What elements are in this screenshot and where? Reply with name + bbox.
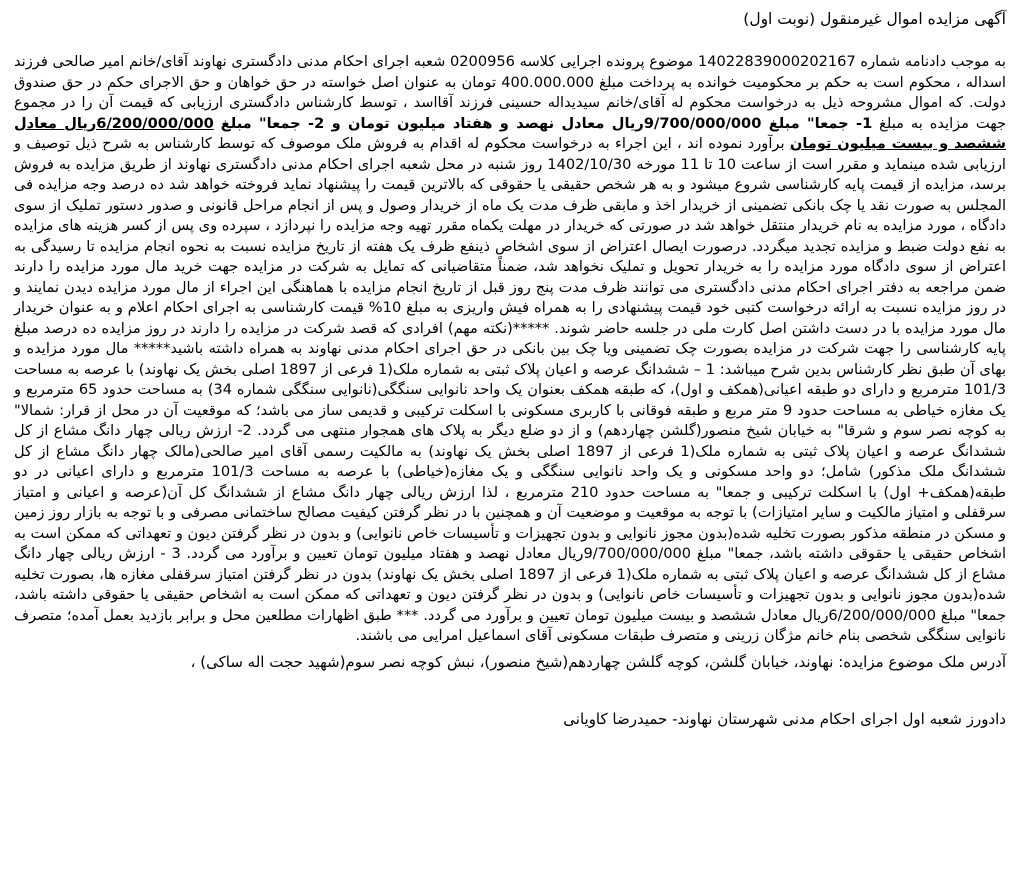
price-amounts-bold: 1- جمعا" مبلغ 9/700/000/000ریال معادل نهصد و هفتاد میلیون تومان و 2- جمعا" مبلغ	[220, 114, 873, 132]
notice-title: آگهی مزایده اموال غیرمنقول (نوبت اول)	[743, 10, 1006, 28]
notice-body-details: برآورد نموده اند ، این اجراء به درخواست محکوم له اقدام به فروش ملک موصوف که توسط کارشناس به شرح ذیل توصیف و ارزیابی شده مینماید و مقرر است از ساعت 10 تا 11 مورخه 1402/10/30 روز شنبه در محل شعبه اجرای احکام مدنی دادگستری نهاوند از طریق مزایده به فروش برسد، مزایده از قیمت پایه کارشناسی شروع میشود و به هر شخص حقیقی یا حقوقی که بالاترین قیمت را پیشنهاد نماید فروخته خواهد شد ده درصد وجه مزایده فی المجلس به صورت نقد یا چک بانکی تضمینی از خریدار اخذ و مابقی ظرف مدت یک ماه از خریدار وصول و پس از انجام مراحل قانونی و صدور دستور تملیک از سوی دادگاه ، مورد مزایده به نام خریدار منتقل خواهد شد در صورتی که خریدار در مهلت یکماه مقرر تهیه وجه مزایده را نپردازد ، سپرده وی پس از کسر هزینه های مزایده به نفع دولت ضبط و مزایده تجدید میگردد. درصورت ایصال اعتراض از سوی اشخاص ذینفع ظرف یک هفته از تاریخ مزایده نسبت به نحوه انجام مزایده تا رسیدگی به اعتراض از سوی دادگاه مورد مزایده را به خریدار تحویل و تملیک نخواهد شد، ضمناً متقاضیانی که تمایل به شرکت در مزایده جهت خرید مال مورد مزایده را دارند ضمن مراجعه به دفتر اجرای احکام مدنی دادگستری می توانند ظرف مدت پنج روز قبل از تاریخ انجام مزایده با هماهنگی این اجراء از مال مورد مزایده دیدن نمایند و در روز مزایده نسبت به ارائه درخواست کتبی خود قیمت پیشنهادی را به همراه فیش واریزی به مبلغ 10% قیمت کارشناسی به اجرای احکام اعلام و به عنوان خریدار مال مورد مزایده با در دست داشتن اصل کارت ملی در جلسه حاضر شوند. *****(نکته مهم) افرادی که قصد شرکت در مزایده را دارند در روز مزایده ده درصد مبلغ پایه کارشناسی را جهت شرکت در مزایده بصورت چک تضمینی ویا چک بین بانکی در حق اجرای احکام مدنی نهاوند به همراه داشته باشید***** مال مورد مزایده و بهای آن طبق نظر کارشناس بدین شرح میباشد: 1 – ششدانگ عرصه و اعیان پلاک ثبتی به شماره ملک(1 فرعی از 1897 اصلی بخش یک نهاوند) با عرصه به مساحت 101/3 مترمربع و دارای دو طبقه اعیانی(همکف و اول)، که طبقه همکف بعنوان یک واحد نانوایی سنگگی(نانوایی سنگگی شماره 34) به مساحت حدود 65 مترمربع و یک مغازه خیاطی به مساحت حدود 9 متر مربع و طبقه فوقانی با کاربری مسکونی با اسکلت ترکیبی و قدیمی ساز می باشد؛ که موقعیت آن در محل از قرار: شمالا" به کوچه نصر سوم و شرقا" به خیابان شیخ منصور(گلشن چهاردهم) و از دو ضلع دیگر به پلاک های همجوار منتهی می گردد. 2- ارزش ریالی چهار دانگ مشاع از کل ششدانگ عرصه و اعیان پلاک ثبتی به شماره ملک(1 فرعی از 1897 اصلی بخش یک نهاوند) به مالکیت رسمی آقای امیر صالحی(مالک چهار دانگ مشاع از کل ششدانگ ملک مذکور) شامل؛ دو واحد مسکونی و یک واحد نانوایی سنگگی و یک مغازه(خیاطی) با عرصه به مساحت 101/3 مترمربع و دارای اعیانی در دو طبقه(همکف+ اول) با اسکلت ترکیبی و جمعا" به مساحت حدود 210 مترمربع ، لذا ارزش ریالی چهار دانگ مشاع از ششدانگ کل آن(عرصه و اعیانی و امتیاز سرقفلی و امتیاز مالکیت و سایر امتیازات) با توجه به موقعیت و موضعیت آن و همچنین با در نظر گرفتن کیفیت مصالح ساختمانی مصرفی و با توجه به بازار روز زمین و مسکن در منطقه مذکور بصورت تخلیه شده(بدون مجوز نانوایی و بدون تجهیزات و تأسیسات خاص نانوایی) و بدون در نظر گرفتن دیون و تعهداتی که ممکن است به اشخاص حقیقی یا حقوقی داشته باشد، جمعا" مبلغ 9/700/000/000ریال معادل نهصد و هفتاد میلیون تومان تعیین و برآورد می گردد. 3 - ارزش ریالی چهار دانگ مشاع از کل ششدانگ عرصه و اعیان پلاک ثبتی به شماره ملک(1 فرعی از 1897 اصلی بخش یک نهاوند) بدون در نظر گرفتن امتیاز سرقفلی مغازه ها، بصورت تخلیه شده(بدون مجوز نانوایی و بدون تجهیزات و تأسیسات خاص نانوایی) و بدون در نظر گرفتن دیون و تعهداتی که ممکن است به اشخاص حقیقی یا حقوقی داشته باشد، جمعا" مبلغ 6/200/000/000ریال معادل ششصد و بیست میلیون تومان تعیین و برآورد می گردد. *** طبق اظهارات مطلعین محل و برابر بازدید بعمل آمده؛ متصرف نانوایی سنگگی شخصی بنام خانم مژگان زرینی و متصرف طبقات مسکونی آقای اسماعیل امرایی می باشند.	[14, 135, 1007, 644]
signature-line: دادورز شعبه اول اجرای احکام مدنی شهرستان نهاوند- حمیدرضا کاویانی	[563, 709, 1006, 728]
property-address: آدرس ملک موضوع مزایده: نهاوند، خیابان گلشن، کوچه گلشن چهاردهم(شیخ منصور)، نبش کوچه نصر سوم(شهید حجت اله ساکی) ،	[190, 652, 1006, 671]
notice-body	[14, 52, 1006, 647]
notice-body-intro: به موجب دادنامه شماره 14022839000202167 موضوع پرونده اجرایی کلاسه 0200956 شعبه اجرای احکام مدنی دادگستری نهاوند آقای/خانم امیر صالحی فرزند اسداله ، محکوم است به حکم بر محکومیت خوانده به پرداخت مبلغ 400.000.000 تومان به عنوان اصل خواسته در حق خواهان و حق الاجرای حکم در حق صندوق دولت. که اموال مشروحه ذیل به درخواست محکوم له آقای/خانم سیدیداله حسینی فرزند آقااسد ، توسط کارشناس دادگستری ارزیابی که قیمت آن را در مجموع جهت مزایده به مبلغ	[14, 53, 1006, 132]
price-amount-underlined: 6/200/000/000ریال معادل ششصد و بیست میلیون تومان	[14, 114, 1006, 152]
